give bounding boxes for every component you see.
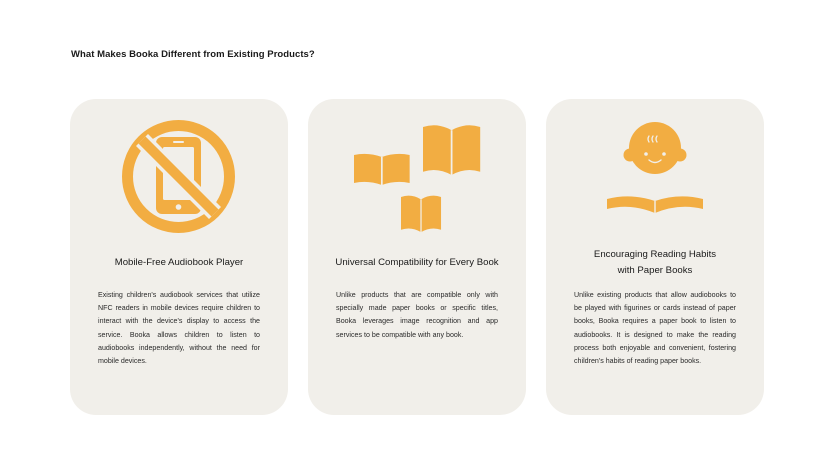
card-title: Universal Compatibility for Every Book [335,257,499,268]
feature-card-universal-compatibility [308,99,526,415]
page-heading: What Makes Booka Different from Existing Products? [71,49,315,60]
card-description: Existing children's audiobook services that utilize NFC readers in mobile devices require children to interact with the device's display to access the service. Booka allows children to listen to audiobooks independently, without the need for mobile devices. [98,291,260,366]
no-phone-icon [70,99,288,239]
card-description: Unlike products that are compatible only with specially made paper books or specific titles, Booka leverages image recognition and app services to be compatible with any book. [336,291,498,339]
feature-card-reading-habits [546,99,764,415]
feature-card-mobile-free [70,99,288,415]
card-title-line: with Paper Books [617,265,693,276]
open-books-icon [308,99,526,239]
card-description: Unlike existing products that allow audiobooks to be played with figurines or cards instead of paper books, Booka requires a paper book to listen to audiobooks. It is designed to make the reading process both enjoyable and convenient, fostering children's habits of reading paper books. [574,291,736,366]
card-title: Mobile-Free Audiobook Player [114,257,244,268]
child-reading-icon [546,99,764,239]
card-title [554,247,756,279]
card-title-line: Encouraging Reading Habits [593,249,717,260]
